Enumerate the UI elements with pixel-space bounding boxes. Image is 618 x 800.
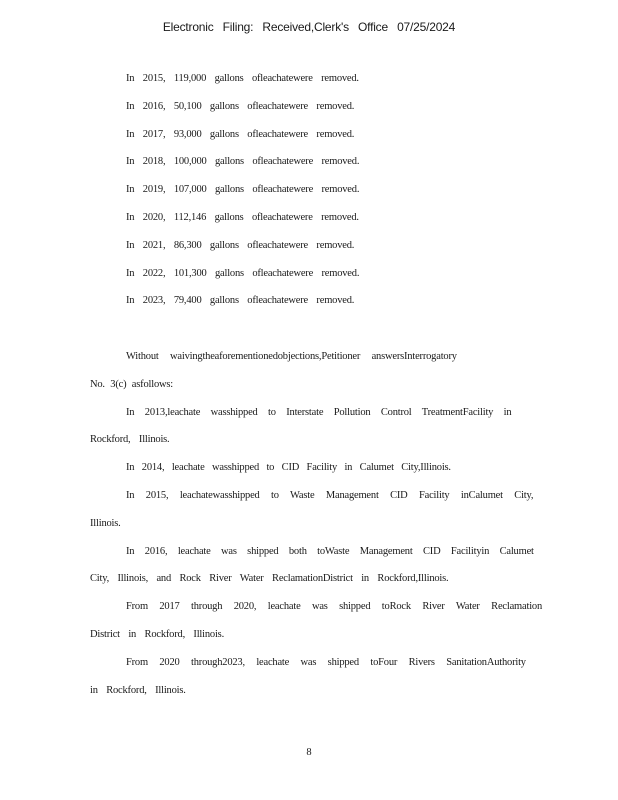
answer-line-2: No. 3(c) asfollows: — [90, 379, 173, 390]
shipment-2020-line-2: in Rockford, Illinois. — [90, 685, 186, 696]
gallons-item-2017: In 2017, 93,000 gallons ofleachatewere removed. — [126, 129, 355, 140]
gallons-item-2018: In 2018, 100,000 gallons ofleachatewere removed. — [126, 156, 360, 167]
answer-line-1: Without waivingtheaforementionedobjections,Petitioner answersInterrogatory — [126, 351, 457, 362]
gallons-item-2019: In 2019, 107,000 gallons ofleachatewere removed. — [126, 184, 360, 195]
gallons-item-2023: In 2023, 79,400 gallons ofleachatewere removed. — [126, 295, 355, 306]
filing-header: Electronic Filing: Received,Clerk's Office 07/25/2024 — [162, 20, 456, 34]
shipment-2014: In 2014, leachate wasshipped to CID Facility in Calumet City,Illinois. — [126, 462, 451, 473]
shipment-2016-line-2: City, Illinois, and Rock River Water ReclamationDistrict in Rockford,Illinois. — [90, 573, 449, 584]
gallons-item-2020: In 2020, 112,146 gallons ofleachatewere removed. — [126, 212, 359, 223]
shipment-2017-line-2: District in Rockford, Illinois. — [90, 629, 224, 640]
gallons-item-2015: In 2015, 119,000 gallons ofleachatewere removed. — [126, 73, 359, 84]
gallons-item-2021: In 2021, 86,300 gallons ofleachatewere removed. — [126, 240, 355, 251]
shipment-2013-line-2: Rockford, Illinois. — [90, 434, 170, 445]
shipment-2015-line-1: In 2015, leachatewasshipped to Waste Management CID Facility inCalumet City, — [126, 490, 534, 501]
shipment-2016-line-1: In 2016, leachate was shipped both toWaste Management CID Facilityin Calumet — [126, 546, 534, 557]
page-number: 8 — [306, 747, 312, 758]
gallons-item-2016: In 2016, 50,100 gallons ofleachatewere removed. — [126, 101, 355, 112]
gallons-item-2022: In 2022, 101,300 gallons ofleachatewere removed. — [126, 268, 360, 279]
shipment-2013-line-1: In 2013,leachate wasshipped to Interstate Pollution Control TreatmentFacility in — [126, 407, 512, 418]
shipment-2017-line-1: From 2017 through 2020, leachate was shipped toRock River Water Reclamation — [126, 601, 543, 612]
shipment-2020-line-1: From 2020 through2023, leachate was shipped toFour Rivers SanitationAuthority — [126, 657, 526, 668]
shipment-2015-line-2: Illinois. — [90, 518, 121, 529]
